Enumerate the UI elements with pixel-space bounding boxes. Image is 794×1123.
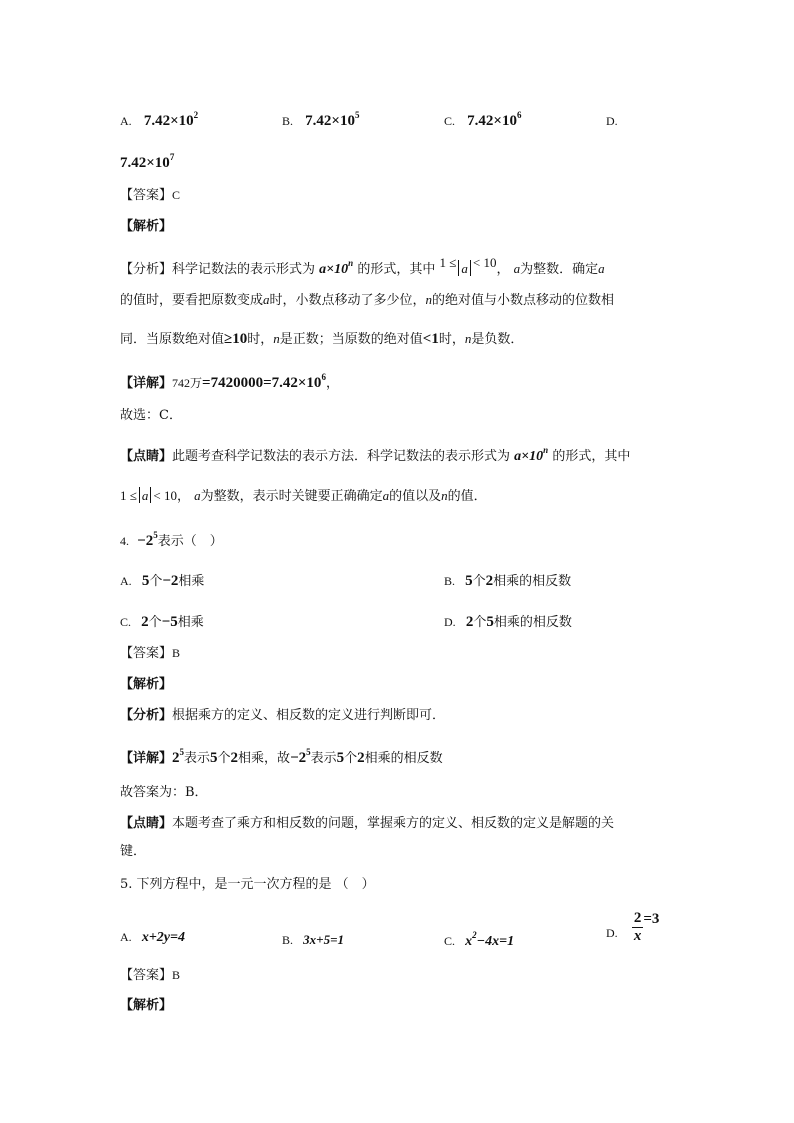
option-expr: x <box>465 934 473 949</box>
q3-option-c <box>444 110 521 130</box>
q5-answer <box>120 969 180 982</box>
inequality-var: a <box>461 261 468 276</box>
formula-exp: n <box>348 258 354 268</box>
q3-option-a <box>120 110 198 130</box>
var-n: n <box>441 488 448 503</box>
option-letter: B. <box>444 574 456 588</box>
var-a: a <box>513 261 521 276</box>
q3-fenxi-line3 <box>120 332 523 347</box>
option-exp: 2 <box>193 110 199 120</box>
num: 5 <box>336 750 345 766</box>
q4-option-c <box>120 611 204 631</box>
text: 相乘 <box>178 574 205 589</box>
text: 表示（ ） <box>157 534 223 549</box>
option-letter: A. <box>120 930 132 944</box>
option-expr: 3x+5=1 <box>303 932 344 947</box>
q5-option-a <box>120 930 185 946</box>
text: 是正数；当原数的绝对值 <box>279 332 423 347</box>
option-expr: x+2y=4 <box>141 930 185 945</box>
dianjing-label: 【点睛】 <box>120 449 173 464</box>
option-expr-rest: =3 <box>643 911 660 927</box>
text: 本题考查了乘方和相反数的问题，掌握乘方的定义、相反数的定义是解题的关 <box>172 816 615 831</box>
text: 相乘，故 <box>238 751 291 766</box>
option-letter: D. <box>444 615 456 629</box>
question-number: 4. <box>120 534 129 548</box>
formula: −2 <box>137 533 154 549</box>
option-exp: 6 <box>516 110 522 120</box>
text: 同．当原数绝对值 <box>120 332 225 347</box>
option-expr: 7.42×10 <box>305 113 355 129</box>
q4-fenxi <box>120 709 445 722</box>
q4-option-a <box>120 570 204 590</box>
q5-option-d <box>606 910 659 945</box>
text: 科学记数法的表示形式为 <box>172 262 316 277</box>
option-expr: 7.42×10 <box>143 113 194 129</box>
text: 表示 <box>184 751 211 766</box>
lt-one: <1 <box>422 331 439 347</box>
var-a: a <box>382 488 390 503</box>
q3-answer <box>120 189 180 202</box>
q4-option-d <box>444 611 572 631</box>
q3-option-b <box>282 110 359 130</box>
q3-dianjing-line1 <box>120 446 630 464</box>
formula-exp: 5 <box>179 747 185 757</box>
var-n: n <box>464 331 472 346</box>
var-a: a <box>598 261 605 276</box>
fraction-denominator: x <box>633 928 642 944</box>
option-expr: 7.42×10 <box>120 155 170 171</box>
num: −5 <box>161 614 178 630</box>
text: 个 <box>149 574 163 589</box>
inequality-right: < 10 <box>153 488 177 503</box>
option-expr: 7.42×10 <box>467 113 517 129</box>
q5-option-c <box>444 930 514 950</box>
q5-analysis-label: 【解析】 <box>120 998 173 1013</box>
num: 5 <box>141 573 150 589</box>
text: 的值． <box>447 489 487 504</box>
text: ， <box>176 489 190 504</box>
answer-value: B <box>172 968 181 982</box>
text: 个 <box>344 751 358 766</box>
text: 是负数． <box>471 332 524 347</box>
abs-bar <box>150 487 151 503</box>
inequality-left: 1 ≤ <box>439 255 457 270</box>
answer-value: C <box>172 188 181 202</box>
text: 相乘的相反数 <box>493 615 572 630</box>
q3-analysis-label: 【解析】 <box>120 219 173 234</box>
formula: =7420000=7.42×10 <box>202 375 322 391</box>
formula-exp: n <box>543 445 549 455</box>
xiangjie-label: 【详解】 <box>120 376 173 391</box>
option-letter: A. <box>120 574 132 588</box>
q4-stem <box>120 531 223 549</box>
q4-dianjing-line1 <box>120 817 614 830</box>
q4-final: 故答案为：B． <box>120 785 208 800</box>
option-exp: 2 <box>472 930 477 940</box>
fenxi-label: 【分析】 <box>120 708 173 723</box>
num: 2 <box>485 573 494 589</box>
ge-ten: ≥10 <box>224 331 248 347</box>
option-expr-rest: −4x=1 <box>476 934 515 949</box>
text: 相乘的相反数 <box>493 574 572 589</box>
q3-xiangjie <box>120 373 339 391</box>
num: 5 <box>465 573 473 589</box>
formula: a×10 <box>514 449 544 464</box>
q3-option-d-expr <box>120 152 174 172</box>
dianjing-label: 【点睛】 <box>120 816 173 831</box>
num: 2 <box>465 614 474 630</box>
q3-fenxi-line1 <box>120 256 605 277</box>
xiangjie-label: 【详解】 <box>120 751 173 766</box>
q4-answer <box>120 647 180 660</box>
num: 2 <box>230 750 239 766</box>
option-letter: A. <box>120 114 132 128</box>
fraction-numerator: 2 <box>633 910 642 926</box>
q3-option-d-letter <box>606 114 618 129</box>
text: ， <box>325 376 339 391</box>
option-letter: C. <box>120 615 132 629</box>
q3-dianjing-line2 <box>120 487 487 503</box>
text: 个 <box>148 615 162 630</box>
q4-xiangjie <box>120 748 443 766</box>
option-exp: 5 <box>354 110 360 120</box>
text: 的值以及 <box>389 489 442 504</box>
q4-option-b <box>444 570 571 590</box>
text: 时， <box>438 332 465 347</box>
num: 5 <box>486 614 494 630</box>
inequality-left: 1 ≤ <box>120 488 137 503</box>
option-letter: B. <box>282 114 294 128</box>
text: 相乘 <box>177 615 204 630</box>
formula-exp: 5 <box>306 747 311 757</box>
option-letter: C. <box>444 114 456 128</box>
option-exp: 7 <box>169 152 175 162</box>
text: 个 <box>217 751 231 766</box>
text: 表示 <box>310 751 337 766</box>
q5-stem: 5. 下列方程中，是一元一次方程的是 （ ） <box>120 877 375 892</box>
option-letter: D. <box>606 114 618 128</box>
num: −2 <box>290 750 307 766</box>
inequality-var: a <box>141 488 149 503</box>
q4-dianjing-line2: 键． <box>120 844 147 859</box>
var-a: a <box>263 292 270 307</box>
fenxi-label: 【分析】 <box>120 262 173 277</box>
option-letter: C. <box>444 934 456 948</box>
abs-bar <box>470 260 471 276</box>
answer-label: 【答案】 <box>120 188 173 203</box>
text: 相乘的相反数 <box>364 751 443 766</box>
text: 时，小数点移动了多少位， <box>269 293 426 308</box>
text: 的形式，其中 <box>357 262 436 277</box>
text: 742万 <box>172 376 203 390</box>
abs-bar <box>139 487 140 503</box>
text: 的形式，其中 <box>552 449 631 464</box>
q5-option-b <box>282 932 344 948</box>
text: 为整数．确定 <box>520 262 599 277</box>
fraction <box>632 910 644 945</box>
option-letter: D. <box>606 926 618 940</box>
text: 的绝对值与小数点移动的位数相 <box>432 293 615 308</box>
var-a: a <box>194 488 201 503</box>
text: ， <box>496 262 510 277</box>
text: 根据乘方的定义、相反数的定义进行判断即可． <box>172 708 446 723</box>
answer-value: B <box>172 646 181 660</box>
num: 5 <box>210 750 218 766</box>
inequality-right: < 10 <box>472 255 497 270</box>
text: 个 <box>472 574 486 589</box>
answer-label: 【答案】 <box>120 646 173 661</box>
text: 时， <box>247 332 274 347</box>
var-n: n <box>273 331 280 346</box>
num: 2 <box>141 614 149 630</box>
num: 2 <box>357 750 365 766</box>
answer-label: 【答案】 <box>120 968 173 983</box>
num: −2 <box>162 573 179 589</box>
formula-exp: 6 <box>321 372 326 382</box>
text: 的值时，要看把原数变成 <box>120 293 264 308</box>
formula-exp: 5 <box>153 530 158 540</box>
text: 为整数，表示时关键要正确确定 <box>200 489 383 504</box>
var-n: n <box>425 292 433 307</box>
option-letter: B. <box>282 933 294 947</box>
formula: a×10 <box>319 262 349 277</box>
q3-fenxi-line2 <box>120 293 614 307</box>
num: 2 <box>172 750 180 766</box>
q3-guxuan: 故选：C． <box>120 408 182 423</box>
text: 此题考查科学记数法的表示方法．科学记数法的表示形式为 <box>172 449 511 464</box>
text: 个 <box>473 615 487 630</box>
q4-analysis-label: 【解析】 <box>120 677 173 692</box>
abs-bar <box>458 260 459 276</box>
